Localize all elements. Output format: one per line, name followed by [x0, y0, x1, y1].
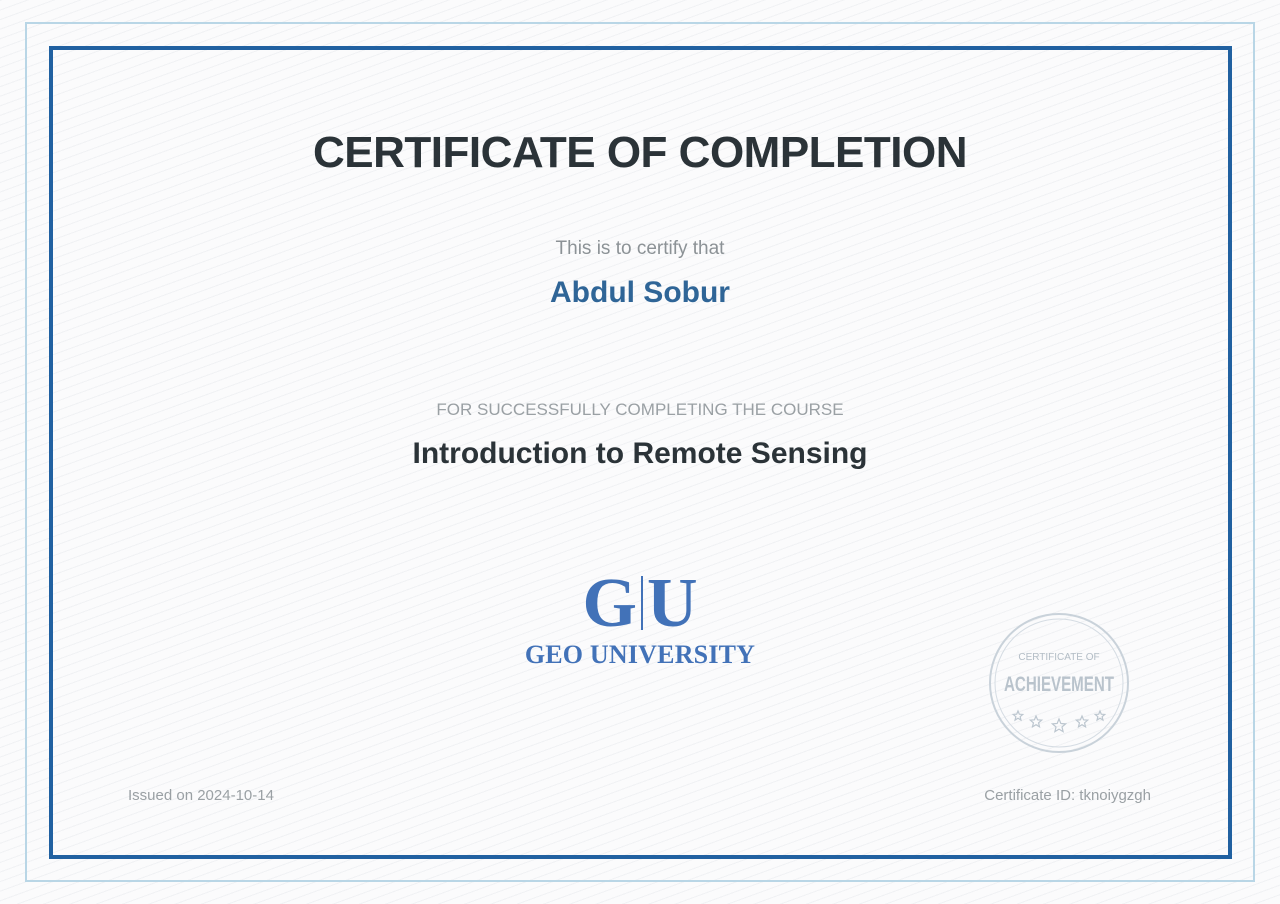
issued-date: Issued on 2024-10-14 — [128, 787, 274, 804]
seal-main-text: ACHIEVEMENT — [1004, 673, 1115, 696]
seal-star-icon — [1030, 716, 1041, 727]
logo-divider — [641, 576, 643, 630]
certificate-id: Certificate ID: tknoiygzgh — [984, 787, 1151, 804]
seal-star-icon — [1052, 719, 1065, 732]
seal-star-icon — [1095, 711, 1105, 720]
achievement-seal — [988, 612, 1130, 754]
geo-university-logo — [520, 565, 760, 672]
seal-star-icon — [1013, 711, 1023, 720]
recipient-name: Abdul Sobur — [550, 276, 730, 309]
certificate-title: CERTIFICATE OF COMPLETION — [313, 128, 967, 177]
logo-mark-left: G — [582, 565, 637, 642]
seal-star-icon — [1076, 716, 1087, 727]
logo-name: GEO UNIVERSITY — [524, 640, 756, 669]
logo-mark — [520, 565, 760, 642]
course-intro-text: FOR SUCCESSFULLY COMPLETING THE COURSE — [436, 400, 844, 419]
logo-mark-right: U — [646, 565, 698, 642]
seal-stars — [1013, 711, 1105, 732]
course-name: Introduction to Remote Sensing — [412, 437, 868, 470]
certify-text: This is to certify that — [555, 238, 725, 259]
seal-top-text: CERTIFICATE OF — [1018, 652, 1100, 663]
